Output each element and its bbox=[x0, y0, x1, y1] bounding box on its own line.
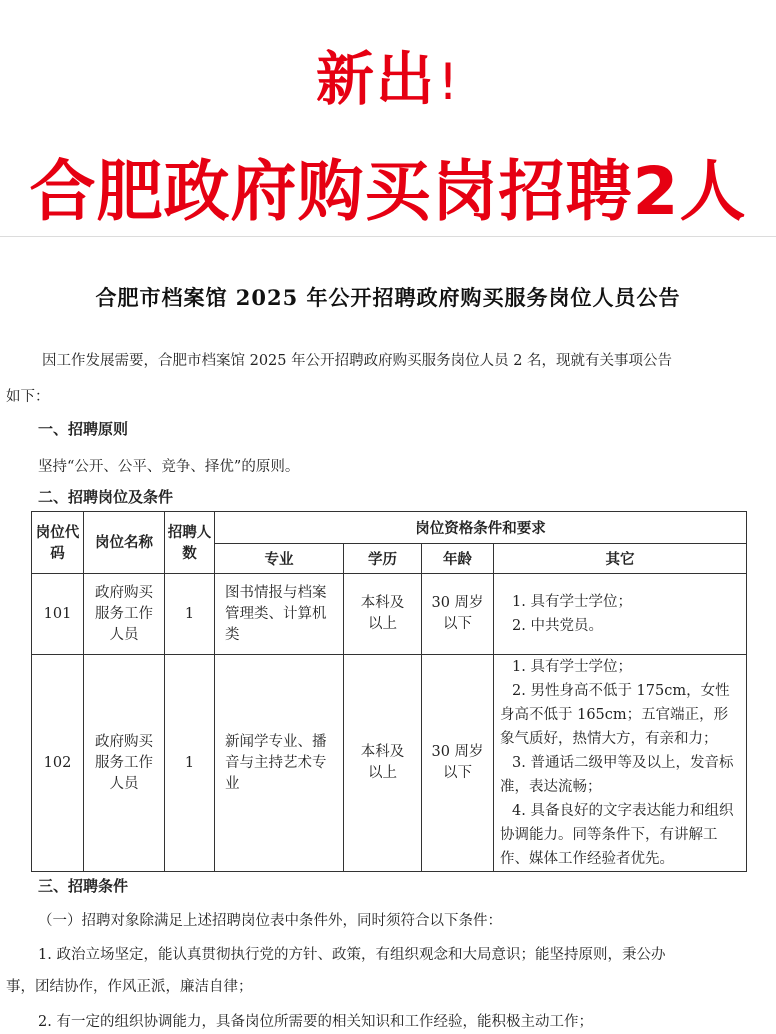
header-other: 其它 bbox=[494, 544, 747, 574]
document-title: 合肥市档案馆 2025 年公开招聘政府购买服务岗位人员公告 bbox=[95, 285, 681, 310]
section-heading-conditions: 三、招聘条件 bbox=[38, 877, 129, 895]
other-item: 1. 具有学士学位； bbox=[512, 594, 632, 610]
promo-banner bbox=[0, 0, 776, 236]
header-major: 专业 bbox=[215, 544, 344, 574]
intro-paragraph bbox=[6, 341, 772, 417]
banner-exclamation: ! bbox=[437, 53, 461, 111]
row-count: 1 bbox=[165, 655, 215, 872]
table-row bbox=[32, 574, 747, 655]
row-count: 1 bbox=[165, 574, 215, 655]
banner-headline-recruit: 合肥政府购买岗招聘2人 bbox=[29, 153, 747, 230]
principles-text: 坚持“公开、公平、竞争、择优”的原则。 bbox=[38, 459, 300, 475]
conditions-subheading: （一）招聘对象除满足上述招聘岗位表中条件外，同时须符合以下条件： bbox=[38, 913, 502, 929]
row-age: 30 周岁以下 bbox=[422, 574, 494, 655]
banner-headline-new: 新出! bbox=[315, 45, 461, 113]
row-age: 30 周岁以下 bbox=[422, 655, 494, 872]
other-item: 2. 男性身高不低于 175cm，女性身高不低于 165cm；五官端正，形象气质好，热情大方，有亲和力； bbox=[500, 683, 730, 747]
header-education: 学历 bbox=[344, 544, 422, 574]
intro-line-1: 因工作发展需要，合肥市档案馆 2025 年公开招聘政府购买服务岗位人员 2 名，现就有关事项公告 bbox=[42, 353, 673, 369]
row-name: 政府购买服务工作人员 bbox=[84, 574, 165, 655]
other-item: 1. 具有学士学位； bbox=[512, 659, 632, 675]
section-heading-principles: 一、招聘原则 bbox=[38, 420, 129, 438]
row-other bbox=[494, 574, 747, 655]
condition-item-1-line-1: 1. 政治立场坚定，能认真贯彻执行党的方针、政策，有组织观念和大局意识；能坚持原则，秉公办 bbox=[38, 947, 666, 963]
row-major: 新闻学专业、播音与主持艺术专业 bbox=[215, 655, 344, 872]
row-education: 本科及以上 bbox=[344, 655, 422, 872]
condition-item-2: 2. 有一定的组织协调能力，具备岗位所需要的相关知识和工作经验，能积极主动工作； bbox=[38, 1014, 593, 1030]
other-item: 4. 具备良好的文字表达能力和组织协调能力。同等条件下，有讲解工作、媒体工作经验者优先。 bbox=[500, 803, 734, 867]
row-major: 图书情报与档案管理类、计算机类 bbox=[215, 574, 344, 655]
header-count: 招聘人数 bbox=[165, 512, 215, 574]
divider bbox=[0, 236, 776, 237]
header-name: 岗位名称 bbox=[84, 512, 165, 574]
row-code: 102 bbox=[32, 655, 84, 872]
row-education: 本科及以上 bbox=[344, 574, 422, 655]
header-code: 岗位代码 bbox=[32, 512, 84, 574]
row-other bbox=[494, 655, 747, 872]
other-item: 2. 中共党员。 bbox=[512, 618, 603, 634]
other-item: 3. 普通话二级甲等及以上，发音标准，表达流畅； bbox=[500, 755, 734, 795]
table-header-row bbox=[32, 512, 747, 544]
condition-item-1-line-2: 事，团结协作，作风正派，廉洁自律； bbox=[6, 979, 253, 995]
table-row bbox=[32, 655, 747, 872]
positions-table bbox=[31, 511, 747, 872]
intro-line-2: 如下： bbox=[6, 389, 50, 405]
section-heading-positions: 二、招聘岗位及条件 bbox=[38, 488, 174, 506]
row-name: 政府购买服务工作人员 bbox=[84, 655, 165, 872]
header-age: 年龄 bbox=[422, 544, 494, 574]
header-qualifications: 岗位资格条件和要求 bbox=[215, 512, 747, 544]
row-code: 101 bbox=[32, 574, 84, 655]
